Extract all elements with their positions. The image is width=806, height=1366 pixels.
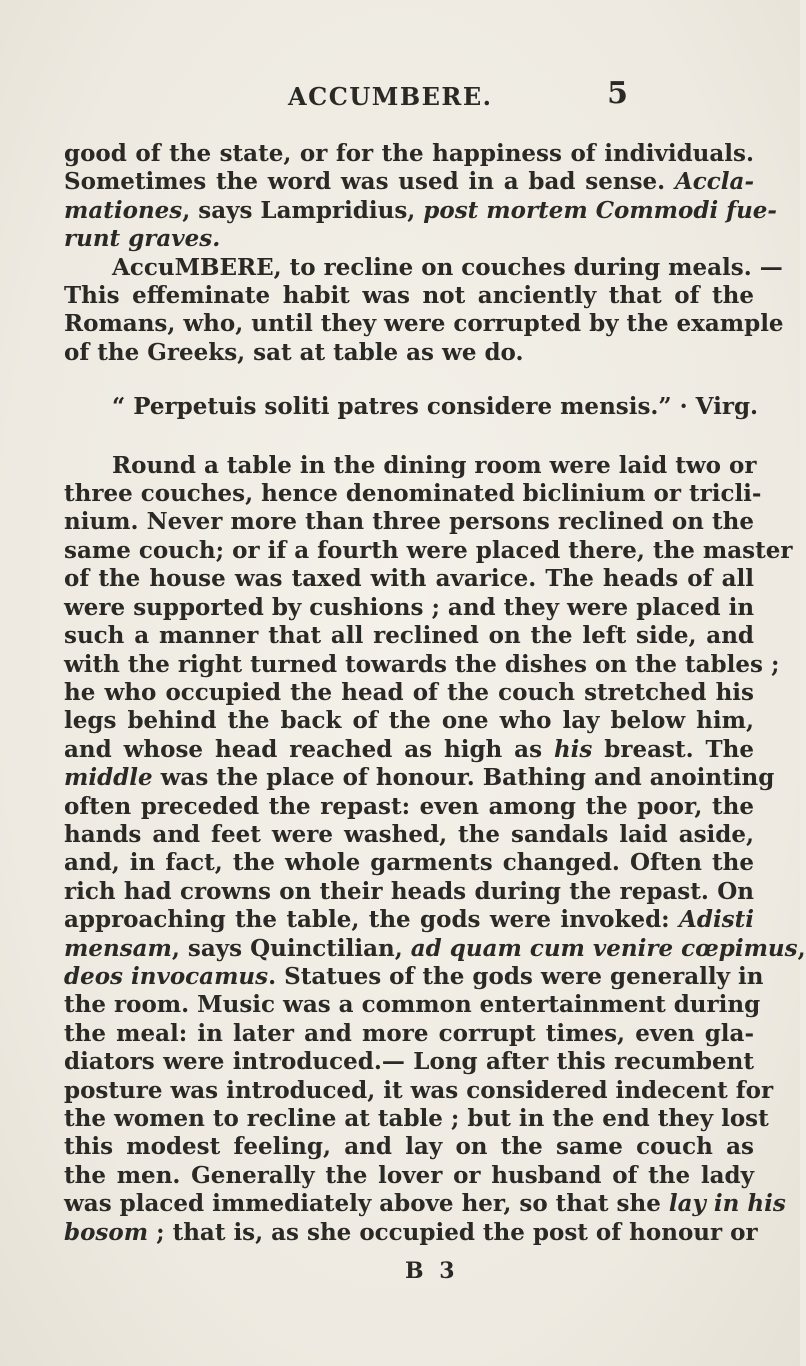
text-line: this modest feeling, and lay on the same couch as xyxy=(64,1133,754,1161)
text-line: middle was the place of honour. Bathing and anointing xyxy=(64,764,775,792)
text-line: nium. Never more than three persons reclined on the xyxy=(64,508,754,536)
text-line: and whose head reached as high as his breast. The xyxy=(64,735,754,763)
text-line: he who occupied the head of the couch stretched his xyxy=(64,678,754,706)
text-line: the meal: in later and more corrupt times, even gla- xyxy=(64,1019,754,1047)
text-line: mationes, says Lampridius, post mortem Commodi fue- xyxy=(64,196,777,224)
text-line: This effeminate habit was not anciently that of the xyxy=(64,282,754,310)
text-line: the room. Music was a common entertainment during xyxy=(64,991,761,1019)
page-header xyxy=(258,76,628,116)
page-number: 5 xyxy=(607,76,628,111)
text-line: runt graves. xyxy=(64,225,221,253)
text-line: the women to recline at table ; but in the end they lost xyxy=(64,1105,769,1132)
text-line: with the right turned towards the dishes on the tables ; xyxy=(64,650,780,678)
running-head: ACCUMBERE. xyxy=(288,82,493,111)
text-line: diators were introduced.— Long after this recumbent xyxy=(64,1048,754,1076)
text-line: of the house was taxed with avarice. The heads of all xyxy=(64,565,754,593)
text-line: deos invocamus. Statues of the gods were generally in xyxy=(64,962,764,990)
text-line: posture was introduced, it was considered indecent for xyxy=(64,1076,774,1104)
text-line: such a manner that all reclined on the left side, and xyxy=(64,622,754,650)
verse-quote: “ Perpetuis soliti patres considere mensis.” · Virg. xyxy=(112,393,759,421)
text-line: was placed immediately above her, so that she lay in his xyxy=(64,1190,786,1218)
text-line: same couch; or if a fourth were placed there, the master xyxy=(64,536,793,564)
body-text xyxy=(64,140,806,1247)
text-line: good of the state, or for the happiness of individuals. xyxy=(64,140,754,167)
text-line: mensam, says Quinctilian, ad quam cum venire cœpimus, xyxy=(64,934,806,962)
text-line: legs behind the back of the one who lay below him, xyxy=(64,707,754,735)
signature-mark: B 3 xyxy=(405,1258,459,1284)
text-line: AccuMBERE, to recline on couches during meals. — xyxy=(112,253,783,281)
text-line xyxy=(64,168,754,196)
text-line: were supported by cushions ; and they were placed in xyxy=(64,593,755,621)
text-line: Romans, who, until they were corrupted by the example xyxy=(64,310,784,338)
text-line: bosom ; that is, as she occupied the post of honour or xyxy=(64,1218,758,1246)
paragraph xyxy=(64,451,806,1247)
text-fragment: Sometimes the word was used in a bad sense. Accla- xyxy=(64,168,754,196)
text-line: Round a table in the dining room were laid two or xyxy=(112,451,757,479)
text-line: rich had crowns on their heads during the repast. On xyxy=(64,877,754,905)
text-line: hands and feet were washed, the sandals laid aside, xyxy=(64,820,754,848)
text-line: the men. Generally the lover or husband of the lady xyxy=(64,1161,754,1189)
text-line: three couches, hence denominated biclinium or tricli- xyxy=(64,480,762,508)
text-line: approaching the table, the gods were invoked: Adisti xyxy=(64,906,754,934)
text-line: of the Greeks, sat at table as we do. xyxy=(64,338,524,366)
text-line: often preceded the repast: even among the poor, the xyxy=(64,792,754,820)
text-line: and, in fact, the whole garments changed. Often the xyxy=(64,849,754,877)
